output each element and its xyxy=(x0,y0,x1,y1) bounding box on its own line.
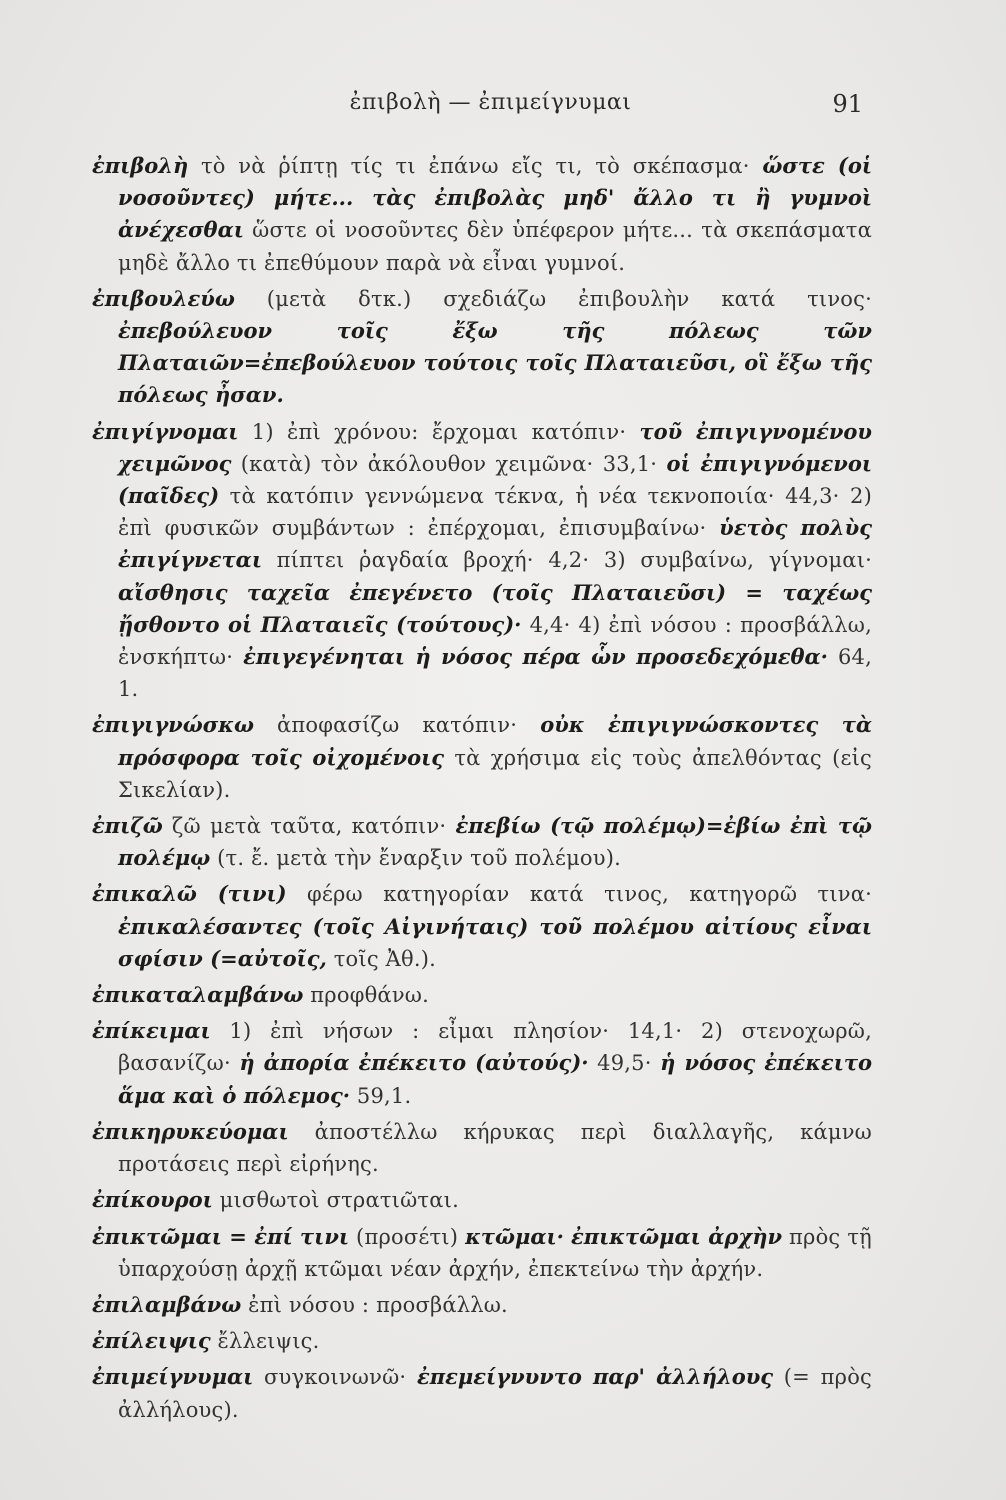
entry-example: ἐπικτῶμαι ἀρχὴν xyxy=(570,1223,783,1249)
entry-definition: τὸ νὰ ῥίπτῃ τίς τι ἐπάνω εἴς τι, τὸ σκέπασμα· xyxy=(188,154,763,178)
entry-headword: ἐπικαταλαμβάνω xyxy=(92,982,304,1008)
entry-definition: 1) ἐπὶ νήσων : εἶμαι πλησίον· 14,1· 2) στενοχωρῶ, βασανίζω· xyxy=(118,1019,872,1076)
entry-headword: ἐπιβουλεύω xyxy=(92,285,235,311)
dictionary-entry xyxy=(92,150,872,279)
dictionary-column xyxy=(92,150,872,1430)
entry-definition: φέρω κατηγορίαν κατά τινος, κατηγορῶ τινα· xyxy=(286,882,872,907)
entry-example: οὐκ ἐπιγιγνώσκοντες τὰ πρόσφορα τοῖς οἰχομένοις xyxy=(118,712,873,770)
entry-definition: ἐπὶ νόσου : προσβάλλω. xyxy=(241,1292,508,1317)
entry-headword: ἐπιλαμβάνω xyxy=(92,1291,242,1317)
entry-definition: τοῖς Ἀθ.). xyxy=(326,946,437,971)
entry-definition: 64, 1. xyxy=(118,645,872,702)
entry-definition: ζῶ μετὰ ταῦτα, κατόπιν· xyxy=(162,814,456,839)
dictionary-entry xyxy=(92,1015,872,1112)
dictionary-entry xyxy=(92,1116,872,1180)
entry-headword: ἐπικτῶμαι = ἐπί τινι xyxy=(92,1223,350,1249)
entry-definition: 1) ἐπὶ χρόνου: ἔρχομαι κατόπιν· xyxy=(238,419,640,444)
dictionary-entry xyxy=(92,283,872,412)
entry-definition: τὰ χρήσιμα εἰς τοὺς ἀπελθόντας (εἰς Σικελίαν). xyxy=(118,745,872,802)
dictionary-entry xyxy=(92,878,872,975)
dictionary-entry xyxy=(92,1361,872,1425)
entry-headword: ἐπιγίγνομαι xyxy=(92,418,239,444)
entry-definition: ἀποστέλλω κήρυκας περὶ διαλλαγῆς, κάμνω προτάσεις περὶ εἰρήνης. xyxy=(118,1119,872,1177)
entry-example: οἱ ἐπιγιγνόμενοι (παῖδες) xyxy=(118,450,873,509)
entry-headword: ἐπίλειψις xyxy=(92,1328,211,1354)
entry-definition: 59,1. xyxy=(350,1083,412,1108)
entry-definition: συγκοινωνῶ· xyxy=(253,1365,417,1390)
entry-example: ὥστε (οἱ νοσοῦντες) μήτε... τὰς ἐπιβολὰς μηδ' ἄλλο τι ἢ γυμνοὶ ἀνέχεσθαι xyxy=(118,153,873,243)
running-header xyxy=(118,90,863,130)
entry-example: ἐπεβούλευον τοῖς ἔξω τῆς πόλεως τῶν Πλαταιῶν=ἐπεβούλευον τούτοις τοῖς Πλαταιεῦσι, οἳ ἔξω τῆς πόλεως ἦσαν. xyxy=(118,318,872,408)
entry-headword: ἐπιζῶ xyxy=(92,813,163,839)
dictionary-entry xyxy=(92,979,872,1011)
entry-headword: ἐπιγιγνώσκω xyxy=(92,712,254,738)
page-number: 91 xyxy=(832,90,863,118)
entry-example: ἐπεβίω (τῷ πολέμῳ)=ἐβίω ἐπὶ τῷ πολέμῳ xyxy=(118,813,872,871)
entry-definition xyxy=(564,1225,571,1249)
entry-headword: ἐπικηρυκεύομαι xyxy=(92,1118,289,1144)
entry-definition: πίπτει ῥαγδαία βροχή· 4,2· 3) συμβαίνω, γίγνομαι· xyxy=(261,548,872,573)
entry-example: ἐπεμείγνυντο παρ' ἀλλήλους xyxy=(417,1364,774,1390)
dictionary-entry xyxy=(92,1325,872,1357)
entry-example: αἴσθησις ταχεῖα ἐπεγένετο (τοῖς Πλαταιεῦσι) = ταχέως ᾔσθοντο οἱ Πλαταιεῖς (τούτους)· xyxy=(118,579,872,637)
entry-example: ἡ νόσος ἐπέκειτο ἅμα καὶ ὁ πόλεμος· xyxy=(118,1050,872,1108)
entry-example: κτῶμαι· xyxy=(465,1223,564,1249)
entry-headword: ἐπίκουροι xyxy=(92,1187,213,1213)
entry-headword: ἐπικαλῶ (τινι) xyxy=(92,881,287,907)
dictionary-entry xyxy=(92,810,872,874)
entry-headword: ἐπίκειμαι xyxy=(92,1018,211,1044)
dictionary-entry xyxy=(92,416,872,706)
dictionary-entry xyxy=(92,1184,872,1216)
entry-definition: (μετὰ δτκ.) σχεδιάζω ἐπιβουλὴν κατά τινος· xyxy=(234,286,872,311)
entry-example: ἡ ἀπορία ἐπέκειτο (αὐτούς)· xyxy=(239,1050,589,1076)
entry-example: ἐπιγεγένηται ἡ νόσος πέρα ὧν προσεδεχόμεθα· xyxy=(243,644,828,670)
dictionary-entry xyxy=(92,709,872,806)
entry-definition: μισθωτοὶ στρατιῶται. xyxy=(212,1188,459,1213)
entry-definition: τὰ κατόπιν γεννώμενα τέκνα, ἡ νέα τεκνοποιία· 44,3· 2) ἐπὶ φυσικῶν συμβάντων : ἐπέρχομαι, ἐπισυμβαίνω· xyxy=(118,484,872,541)
entry-definition: 49,5· xyxy=(588,1051,661,1076)
entry-example: ἐπικαλέσαντες (τοῖς Αἰγινήταις) τοῦ πολέμου αἰτίους εἶναι σφίσιν (=αὐτοῖς, xyxy=(118,913,872,971)
entry-definition: 4,4· 4) ἐπὶ νόσου : προσβάλλω, ἐνσκήπτω· xyxy=(118,612,873,670)
dictionary-entry xyxy=(92,1221,872,1285)
entry-example: τοῦ ἐπιγιγνομένου χειμῶνος xyxy=(118,418,872,476)
dictionary-entry xyxy=(92,1289,872,1321)
header-title: ἐπιβολὴ — ἐπιμείγνυμαι xyxy=(349,90,632,115)
entry-definition: προφθάνω. xyxy=(303,983,429,1008)
entry-definition: πρὸς τῇ ὑπαρχούσῃ ἀρχῇ κτῶμαι νέαν ἀρχήν, ἐπεκτείνω τὴν ἀρχήν. xyxy=(118,1224,872,1281)
entry-example: ὑετὸς πολὺς ἐπιγίγνεται xyxy=(118,515,873,573)
entry-definition: (προσέτι) xyxy=(349,1224,466,1249)
entry-definition: (κατὰ) τὸν ἀκόλουθον χειμῶνα· 33,1· xyxy=(231,451,667,476)
entry-definition: ἔλλειψις. xyxy=(210,1329,320,1354)
entry-headword: ἐπιβολὴ xyxy=(92,153,189,178)
entry-definition: ἀποφασίζω κατόπιν· xyxy=(253,713,541,738)
entry-headword: ἐπιμείγνυμαι xyxy=(92,1364,254,1390)
entry-definition: ὥστε οἱ νοσοῦντες δὲν ὑπέφερον μήτε... τὰ σκεπάσματα μηδὲ ἄλλο τι ἐπεθύμουν παρὰ νὰ εἶναι γυμνοί. xyxy=(118,218,872,275)
entry-definition: (= πρὸς ἀλλήλους). xyxy=(118,1365,873,1422)
entry-definition: (τ. ἔ. μετὰ τὴν ἔναρξιν τοῦ πολέμου). xyxy=(210,846,621,871)
